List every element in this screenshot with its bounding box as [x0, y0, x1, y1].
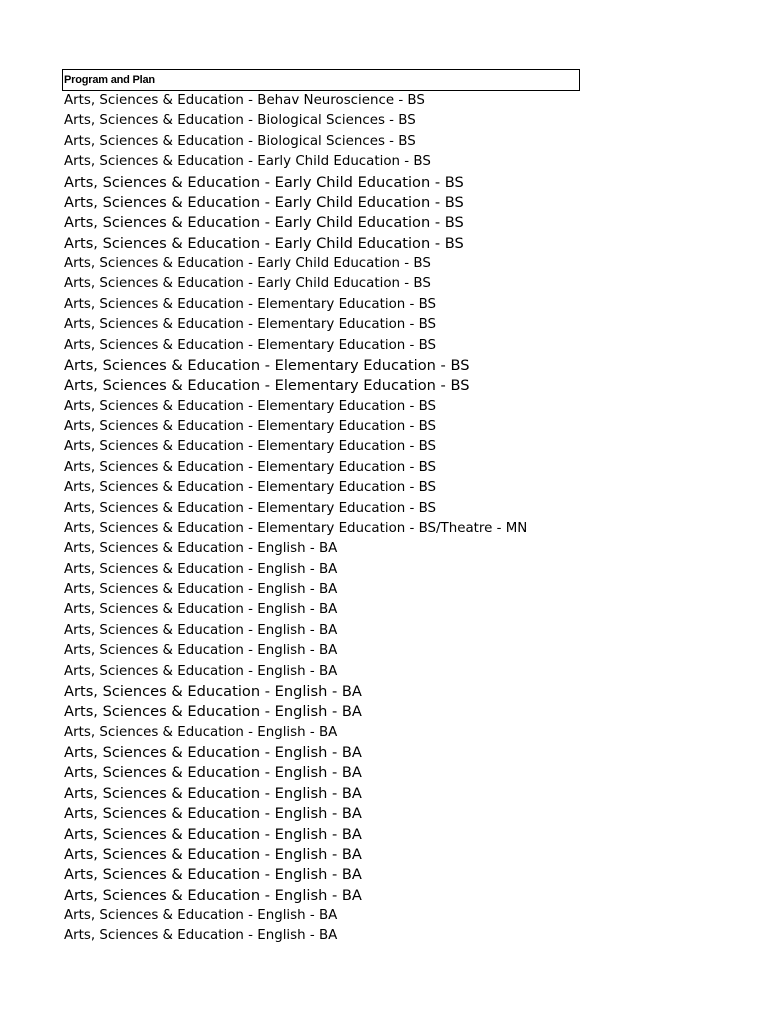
- table-row: Arts, Sciences & Education - Early Child Education - BS: [64, 173, 464, 191]
- table-row: Arts, Sciences & Education - English - BA: [64, 805, 362, 823]
- table-row: Arts, Sciences & Education - Elementary Education - BS: [64, 459, 437, 475]
- table-row: Arts, Sciences & Education - Elementary Education - BS: [64, 500, 437, 516]
- table-row: Arts, Sciences & Education - English - BA: [64, 886, 362, 904]
- table-row: Arts, Sciences & Education - Elementary Education - BS: [64, 296, 437, 312]
- table-row: Arts, Sciences & Education - English - BA: [64, 825, 362, 843]
- table-row: Arts, Sciences & Education - English - BA: [64, 724, 338, 740]
- table-row: Arts, Sciences & Education - Elementary Education - BS: [64, 377, 470, 395]
- table-row: Arts, Sciences & Education - Biological Sciences - BS: [64, 133, 416, 149]
- table-row: Arts, Sciences & Education - Early Child Education - BS: [64, 276, 431, 292]
- table-row: Arts, Sciences & Education - Elementary Education - BS: [64, 398, 437, 414]
- table-row: Arts, Sciences & Education - English - BA: [64, 784, 362, 802]
- table-row: Arts, Sciences & Education - Biological Sciences - BS: [64, 113, 416, 129]
- table-row: Arts, Sciences & Education - English - BA: [64, 643, 338, 659]
- table-row: Arts, Sciences & Education - English - BA: [64, 582, 338, 597]
- table-row: Arts, Sciences & Education - English - BA: [64, 682, 362, 700]
- table-row: Arts, Sciences & Education - Elementary Education - BS: [64, 419, 437, 434]
- table-row: Arts, Sciences & Education - Early Child Education - BS: [64, 234, 464, 252]
- table-row: Arts, Sciences & Education - English - BA: [64, 561, 338, 577]
- table-row: Arts, Sciences & Education - English - BA: [64, 602, 338, 618]
- table-row: Arts, Sciences & Education - English - BA: [64, 744, 362, 761]
- table-row: Arts, Sciences & Education - Elementary Education - BS: [64, 356, 470, 374]
- table-row: Arts, Sciences & Education - Elementary Education - BS: [64, 439, 437, 455]
- table-row: Arts, Sciences & Education - Early Child Education - BS: [64, 193, 464, 211]
- table-row: Arts, Sciences & Education - English - BA: [64, 622, 338, 638]
- table-row: Arts, Sciences & Education - Early Child Education - BS: [64, 214, 464, 232]
- table-row: Arts, Sciences & Education - Elementary Education - BS/Theatre - MN: [64, 520, 528, 536]
- table-row: Arts, Sciences & Education - Elementary Education - BS: [64, 480, 437, 496]
- table-row: Arts, Sciences & Education - English - BA: [64, 541, 338, 557]
- spreadsheet-page: [62, 69, 702, 947]
- table-row: Arts, Sciences & Education - English - BA: [64, 845, 362, 863]
- table-row: Arts, Sciences & Education - Elementary Education - BS: [64, 337, 437, 353]
- table-row: Arts, Sciences & Education - Behav Neuroscience - BS: [64, 93, 425, 108]
- table-row: Arts, Sciences & Education - English - BA: [64, 866, 362, 884]
- table-row: Arts, Sciences & Education - English - BA: [64, 703, 362, 721]
- table-row: Arts, Sciences & Education - English - BA: [64, 764, 362, 782]
- table-row: Arts, Sciences & Education - Elementary Education - BS: [64, 317, 437, 333]
- table-row: Arts, Sciences & Education - English - BA: [64, 663, 338, 679]
- program-plan-list: [62, 91, 702, 947]
- table-row: Arts, Sciences & Education - English - BA: [64, 928, 338, 944]
- table-row: Arts, Sciences & Education - Early Child Education - BS: [64, 256, 431, 271]
- column-header-program-and-plan: Program and Plan: [62, 69, 580, 91]
- table-row: Arts, Sciences & Education - Early Child Education - BS: [64, 154, 431, 170]
- table-row: Arts, Sciences & Education - English - BA: [64, 908, 338, 923]
